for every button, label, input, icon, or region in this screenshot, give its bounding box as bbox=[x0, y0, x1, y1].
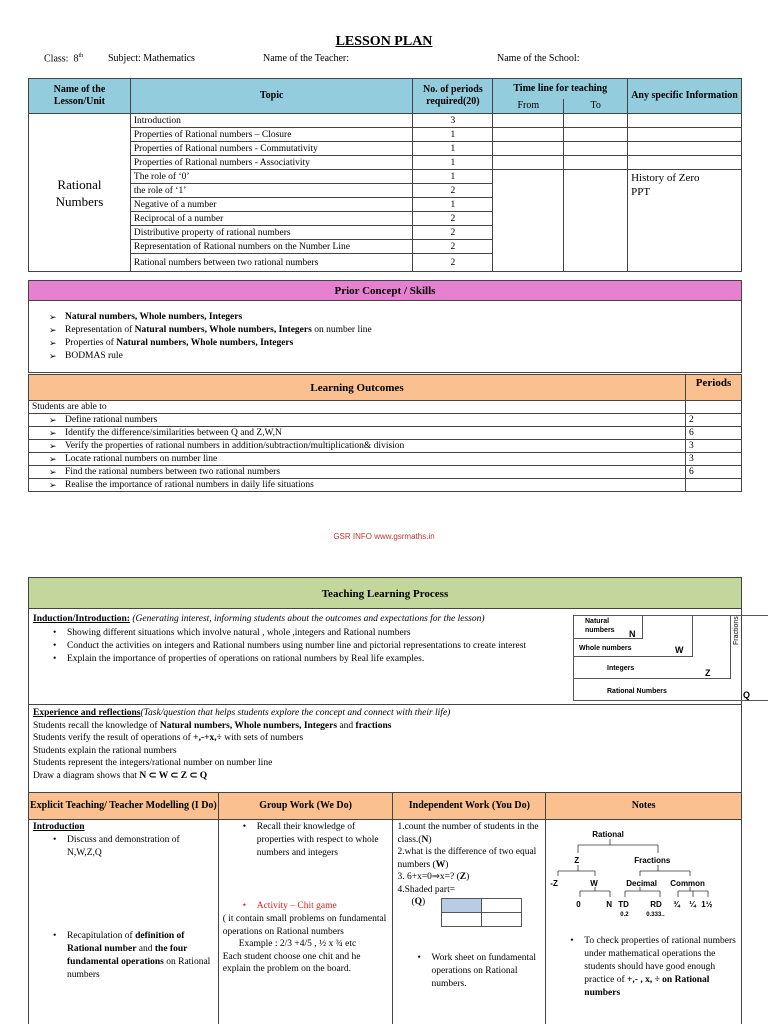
prior-item: ➢ Representation of Natural numbers, Whole numbers, Integers on number line bbox=[29, 324, 741, 337]
topics-table bbox=[28, 78, 742, 272]
topic-cell: Properties of Rational numbers – Closure bbox=[130, 128, 413, 142]
topic-cell: Reciprocal of a number bbox=[130, 212, 413, 226]
periods-cell: 2 bbox=[413, 254, 493, 272]
whole-label: Whole numbers bbox=[579, 645, 632, 652]
you-do-line: 2.what is the difference of two equal numbers (W) bbox=[397, 847, 537, 870]
topic-cell: Rational numbers between two rational numbers bbox=[130, 254, 413, 272]
i-do-item: • Recapitulation of definition of Rational number and the four fundamental operations on Rational numbers bbox=[33, 930, 214, 982]
experience-description: (Task/question that helps students explore the concept and connect with their life) bbox=[140, 708, 451, 718]
set-q-label: Q bbox=[743, 690, 751, 700]
unshaded-cell bbox=[442, 913, 482, 927]
teaching-learning-process bbox=[28, 577, 751, 797]
activity-example: Example : 2/3 +4/5 , ½ x ¾ etc bbox=[238, 939, 357, 949]
header-info: Any specific Information bbox=[628, 79, 742, 114]
periods-cell: 2 bbox=[413, 240, 493, 254]
number-tree-diagram bbox=[550, 821, 737, 921]
lesson-name: Rational Numbers bbox=[29, 114, 131, 272]
outcome-periods: 6 bbox=[686, 466, 742, 479]
outcome-periods: 3 bbox=[686, 440, 742, 453]
tree-rd: RD bbox=[650, 900, 662, 909]
topic-cell: the role of ‘1’ bbox=[130, 184, 413, 198]
experience-section bbox=[28, 705, 742, 797]
integers-label: Integers bbox=[607, 665, 635, 672]
topic-cell: Properties of Rational numbers - Associativity bbox=[130, 156, 413, 170]
learning-outcomes-heading: Learning Outcomes bbox=[29, 375, 686, 401]
tree-n: N bbox=[606, 900, 613, 909]
experience-line: Students recall the knowledge of Natural numbers, Whole numbers, Integers and fractions bbox=[33, 720, 392, 731]
topic-cell: Properties of Rational numbers - Commutativity bbox=[130, 142, 413, 156]
natural-label: Natural numbers bbox=[585, 618, 615, 634]
outcome-item: ➢ Identify the difference/similarities between Q and Z,W,N bbox=[29, 427, 686, 440]
you-do-item: • Work sheet on fundamental operations on Rational numbers. bbox=[397, 952, 541, 991]
outcome-periods: 6 bbox=[686, 427, 742, 440]
class-label: Class: 8th bbox=[44, 53, 84, 65]
activity-text: ( it contain small problems on fundamental operations on Rational numbers bbox=[222, 914, 387, 937]
info-cell bbox=[628, 114, 742, 128]
intro-item: • Showing different situations which involve natural , whole ,integers and Rational numbers bbox=[33, 627, 569, 640]
you-do-line: 1.count the number of students in the class.(N) bbox=[397, 822, 539, 845]
intro-item: • Conduct the activities on integers and Rational numbers using number line and pictorial representations to create interest bbox=[33, 640, 569, 653]
experience-heading: Experience and reflections bbox=[33, 708, 141, 718]
i-do-cell bbox=[29, 820, 219, 1024]
tree-three-quarters: ¾ bbox=[673, 900, 680, 909]
periods-cell: 1 bbox=[413, 198, 493, 212]
topic-cell: Representation of Rational numbers on the Number Line bbox=[130, 240, 413, 254]
outcomes-intro: Students are able to bbox=[29, 401, 686, 414]
header-lesson: Name of the Lesson/Unit bbox=[29, 79, 131, 114]
tree-w: W bbox=[590, 879, 598, 888]
periods-cell: 1 bbox=[413, 156, 493, 170]
outcome-item: ➢ Define rational numbers bbox=[29, 414, 686, 427]
page-title: LESSON PLAN bbox=[335, 34, 433, 49]
topic-cell: Negative of a number bbox=[130, 198, 413, 212]
unshaded-cell bbox=[482, 913, 522, 927]
introduction-heading: Introduction bbox=[33, 822, 85, 832]
intro-description: (Generating interest, informing students about the outcomes and expectations for the lesson) bbox=[129, 614, 485, 624]
tlp-heading: Teaching Learning Process bbox=[28, 577, 742, 609]
tree-common: Common bbox=[670, 879, 705, 888]
we-do-item: • Recall their knowledge of properties with respect to whole numbers and integers bbox=[223, 821, 389, 860]
tree-one-half: 1½ bbox=[701, 900, 713, 909]
header-periods: No. of periods required(20) bbox=[413, 79, 493, 114]
prior-concept-box bbox=[28, 301, 742, 373]
tree-minus-z: -Z bbox=[550, 879, 558, 888]
outcome-periods: 3 bbox=[686, 453, 742, 466]
header-topic: Topic bbox=[130, 79, 413, 114]
intro-heading: Induction/Introduction: bbox=[33, 614, 130, 624]
experience-line: Draw a diagram shows that N ⊂ W ⊂ Z ⊂ Q bbox=[33, 770, 208, 781]
you-do-cell bbox=[393, 820, 546, 1024]
prior-item: ➢ Natural numbers, Whole numbers, Integers bbox=[29, 311, 741, 324]
i-do-item: • Discuss and demonstration of N,W,Z,Q bbox=[33, 834, 214, 860]
rational-label: Rational Numbers bbox=[607, 688, 667, 695]
introduction-section bbox=[28, 609, 751, 705]
periods-cell: 2 bbox=[413, 212, 493, 226]
school-label: Name of the School: bbox=[497, 53, 580, 64]
periods-cell: 3 bbox=[413, 114, 493, 128]
tree-zero: 0 bbox=[576, 900, 581, 909]
header-you-do: Independent Work (You Do) bbox=[393, 793, 546, 820]
fractions-label: Fractions bbox=[733, 616, 740, 645]
from-cell bbox=[493, 114, 564, 128]
you-do-line: (Q) bbox=[411, 897, 426, 907]
header-i-do: Explicit Teaching/ Teacher Modelling (I Do) bbox=[29, 793, 219, 820]
specific-info: History of Zero PPT bbox=[628, 170, 742, 272]
learning-outcomes-table bbox=[28, 374, 742, 492]
prior-concept-heading: Prior Concept / Skills bbox=[28, 280, 742, 301]
unshaded-cell bbox=[482, 899, 522, 913]
shaded-cell bbox=[442, 899, 482, 913]
outcome-item: ➢ Find the rational numbers between two rational numbers bbox=[29, 466, 686, 479]
periods-cell: 1 bbox=[413, 128, 493, 142]
shaded-fraction-grid bbox=[441, 898, 522, 927]
subject-label: Subject: Mathematics bbox=[108, 53, 195, 64]
topic-cell: Introduction bbox=[130, 114, 413, 128]
teaching-columns-table bbox=[28, 792, 742, 1024]
tree-fractions: Fractions bbox=[634, 856, 671, 865]
you-do-line: 4.Shaded part= bbox=[397, 884, 456, 895]
header-we-do: Group Work (We Do) bbox=[218, 793, 393, 820]
set-w-label: W bbox=[675, 645, 684, 655]
set-n-label: N bbox=[629, 629, 636, 639]
periods-heading: Periods bbox=[686, 375, 742, 401]
header-timeline: Time line for teaching bbox=[493, 79, 628, 99]
outcome-periods: 2 bbox=[686, 414, 742, 427]
notes-cell bbox=[546, 820, 742, 1024]
topic-cell: Distributive property of rational numbers bbox=[130, 226, 413, 240]
tree-decimal: Decimal bbox=[626, 879, 657, 888]
tree-rational: Rational bbox=[592, 830, 624, 839]
intro-item: • Explain the importance of properties of operations on rational numbers by Real life examples. bbox=[33, 653, 569, 666]
we-do-cell bbox=[218, 820, 393, 1024]
set-z-label: Z bbox=[705, 668, 711, 678]
tree-z: Z bbox=[574, 856, 580, 865]
outcome-periods bbox=[686, 479, 742, 492]
you-do-line: 3. 6+x=0⇒x=? (Z) bbox=[397, 872, 470, 882]
number-sets-diagram bbox=[573, 615, 768, 701]
periods-cell: 1 bbox=[413, 142, 493, 156]
activity-text: Each student choose one chit and he explain the problem on the board. bbox=[222, 951, 361, 974]
tree-td-value: 0.2 bbox=[620, 912, 629, 918]
tree-td: TD bbox=[618, 900, 629, 909]
periods-cell: 2 bbox=[413, 184, 493, 198]
experience-line: Students explain the rational numbers bbox=[33, 745, 177, 756]
to-cell bbox=[564, 114, 628, 128]
periods-cell: 1 bbox=[413, 170, 493, 184]
outcome-item: ➢ Verify the properties of rational numbers in addition/subtraction/multiplication& division bbox=[29, 440, 686, 453]
outcome-item: ➢ Locate rational numbers on number line bbox=[29, 453, 686, 466]
prior-item: ➢ Properties of Natural numbers, Whole numbers, Integers bbox=[29, 337, 741, 350]
prior-item: ➢ BODMAS rule bbox=[29, 350, 741, 363]
notes-item: • To check properties of rational numbers under mathematical operations the students should have good enough practice of +,- , x, ÷ on Rational numbers bbox=[550, 935, 737, 1000]
topic-cell: The role of ‘0’ bbox=[130, 170, 413, 184]
activity-label: • Activity – Chit game bbox=[223, 900, 389, 913]
outcome-item: ➢ Realise the importance of rational numbers in daily life situations bbox=[29, 479, 686, 492]
periods-cell: 2 bbox=[413, 226, 493, 240]
teacher-label: Name of the Teacher: bbox=[263, 53, 350, 64]
experience-line: Students represent the integers/rational number on number line bbox=[33, 758, 273, 768]
header-notes: Notes bbox=[546, 793, 742, 820]
footer-link[interactable]: GSR INFO www.gsrmaths.in bbox=[333, 532, 435, 541]
tree-quarter: ¼ bbox=[689, 900, 696, 909]
header-from: From bbox=[493, 99, 564, 114]
tree-rd-value: 0.333.. bbox=[646, 912, 665, 918]
header-to: To bbox=[564, 99, 628, 114]
experience-line: Students verify the result of operations of +,-+x,÷ with sets of numbers bbox=[33, 733, 304, 743]
